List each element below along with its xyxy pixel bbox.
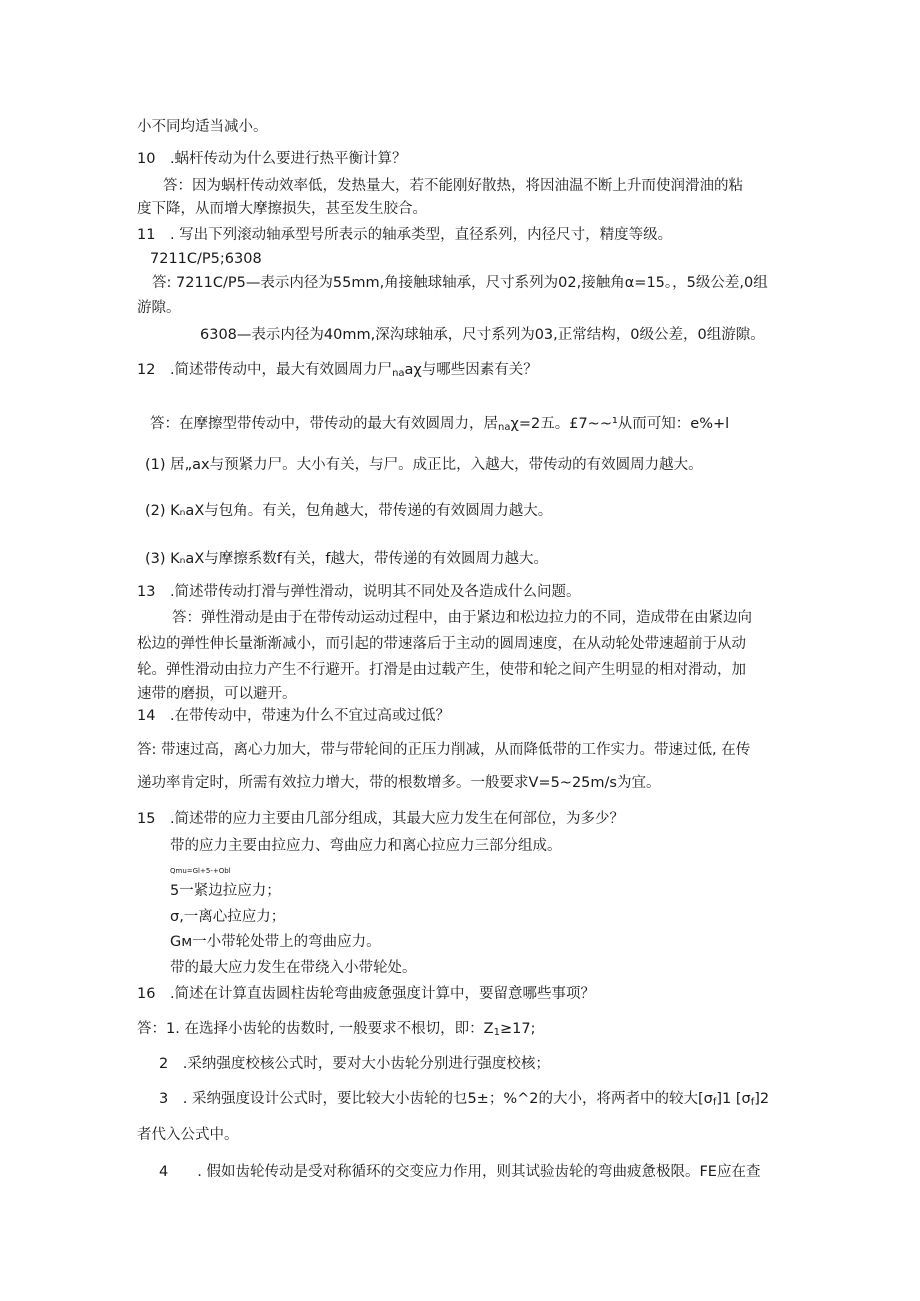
answer-12-point-3: (3) KₙaX与摩擦系数f有关，f越大，带传递的有效圆周力越大。 [145,551,548,567]
answer-13-line-1: 答：弹性滑动是由于在带传动运动过程中，由于紧边和松边拉力的不同，造成带在由紧边向 [172,610,752,626]
answer-12-tail: χ=2五。£7~~¹从而可知：e%+l [510,416,730,432]
answer-15-symbol-1: 5一紧边拉应力； [170,883,281,899]
answer-14-line-2: 递功率肯定时，所需有效拉力增大，带的根数增多。一般要求V=5~25m/s为宜。 [137,775,661,791]
answer-16-point-2: 2 .采纳强度校核公式时，要对大小齿轮分别进行强度校核； [159,1056,550,1072]
text-line-continuation: 小不同均适当减小。 [137,119,268,135]
answer-16-point-1 [137,1019,535,1043]
answer-12-intro [150,414,729,438]
answer-16-point-1-text: 答：1. 在选择小齿轮的齿数时, 一般要求不根切，即：Z [137,1021,494,1037]
question-12 [137,360,538,384]
question-12-tail: aχ与哪些因素有关？ [404,362,538,378]
question-12-text: 12 .简述带传动中，最大有效圆周力尸 [137,362,393,378]
answer-16-point-3-text: 3 . 采纳强度设计公式时，要比较大小齿轮的乜5±；%^2的大小，将两者中的较大[σ [159,1091,713,1107]
answer-16-point-3-sub-b: f [750,1097,755,1108]
answer-13-line-2: 松边的弹性伸长量渐渐减小，而引起的带速落后于主动的圆周速度，在从动轮处带速超前于从动 [137,636,746,652]
question-12-subscript: na [392,368,405,379]
answer-12-subscript: na [498,422,511,433]
answer-10-line-2: 度下降，从而增大摩擦损失，甚至发生胶合。 [137,201,427,217]
answer-16-point-3 [159,1089,769,1113]
answer-13-line-4: 速带的磨损，可以避开。 [137,686,297,702]
answer-15-line-1: 带的应力主要由拉应力、弯曲应力和离心拉应力三部分组成。 [170,838,562,854]
answer-16-point-3-bracket-1: ]1 [716,1091,732,1107]
answer-16-point-3-bracket-3: ]2 [754,1091,770,1107]
answer-16-point-3-bracket-2: [σ [731,1091,751,1107]
answer-14-line-1: 答: 带速过高，离心力加大，带与带轮间的正压力削减，从而降低带的工作实力。带速过低, 在传 [137,742,751,758]
answer-16-subscript: 1 [493,1027,500,1038]
answer-11-line-3: 6308—表示内径为40mm,深沟球轴承，尺寸系列为03,正常结构，0级公差，0组游隙。 [200,327,765,343]
answer-16-point-3-sub-a: f [712,1097,717,1108]
max-stress-formula: Qmu=Gl+5-+Obl [170,867,231,875]
answer-15-symbol-2: σ,一离心拉应力； [170,909,286,925]
answer-16-point-4: 4 . 假如齿轮传动是受对称循环的交变应力作用，则其试验齿轮的弯曲疲惫极限。FE应在查 [159,1164,761,1180]
answer-13-line-3: 轮。弹性滑动由拉力产生不行避开。打滑是由过载产生，使带和轮之间产生明显的相对滑动，加 [137,662,746,678]
question-11: 11 . 写出下列滚动轴承型号所表示的轴承类型，直径系列，内径尺寸，精度等级。 [137,227,673,243]
question-10: 10 .蜗杆传动为什么要进行热平衡计算？ [137,151,407,167]
answer-11-line-1: 答: 7211C/P5—表示内径为55mm,角接触球轴承，尺寸系列为02,接触角α=15。，5级公差,0组 [152,275,768,291]
answer-12-point-1: (1) 居„ax与预紧力尸。大小有关，与尸。成正比，入越大，带传动的有效圆周力越大。 [145,457,703,473]
answer-16-point-3-cont: 者代入公式中。 [137,1127,239,1143]
question-14: 14 .在带传动中，带速为什么不宜过高或过低？ [137,708,451,724]
question-16: 16 .简述在计算直齿圆柱齿轮弯曲疲惫强度计算中，要留意哪些事项？ [137,986,596,1002]
answer-15-conclusion: 带的最大应力发生在带绕入小带轮处。 [170,960,417,976]
answer-12-point-2: (2) KₙaX与包角。有关，包角越大，带传递的有效圆周力越大。 [145,503,553,519]
answer-15-symbol-3: Gм一小带轮处带上的弯曲应力。 [170,934,381,950]
question-13: 13 .简述带传动打滑与弹性滑动，说明其不同处及各造成什么问题。 [137,584,581,600]
answer-10-line-1: 答：因为蜗杆传动效率低，发热量大，若不能刚好散热，将因油温不断上升而使润滑油的粘 [163,178,743,194]
question-15: 15 .简述带的应力主要由几部分组成，其最大应力发生在何部位，为多少？ [137,811,625,827]
answer-11-line-2: 游隙。 [137,300,181,316]
question-11-models: 7211C/P5;6308 [150,251,262,267]
answer-16-point-1-tail: ≥17; [499,1021,536,1037]
answer-12-text: 答：在摩擦型带传动中，带传动的最大有效圆周力，居 [150,416,498,432]
